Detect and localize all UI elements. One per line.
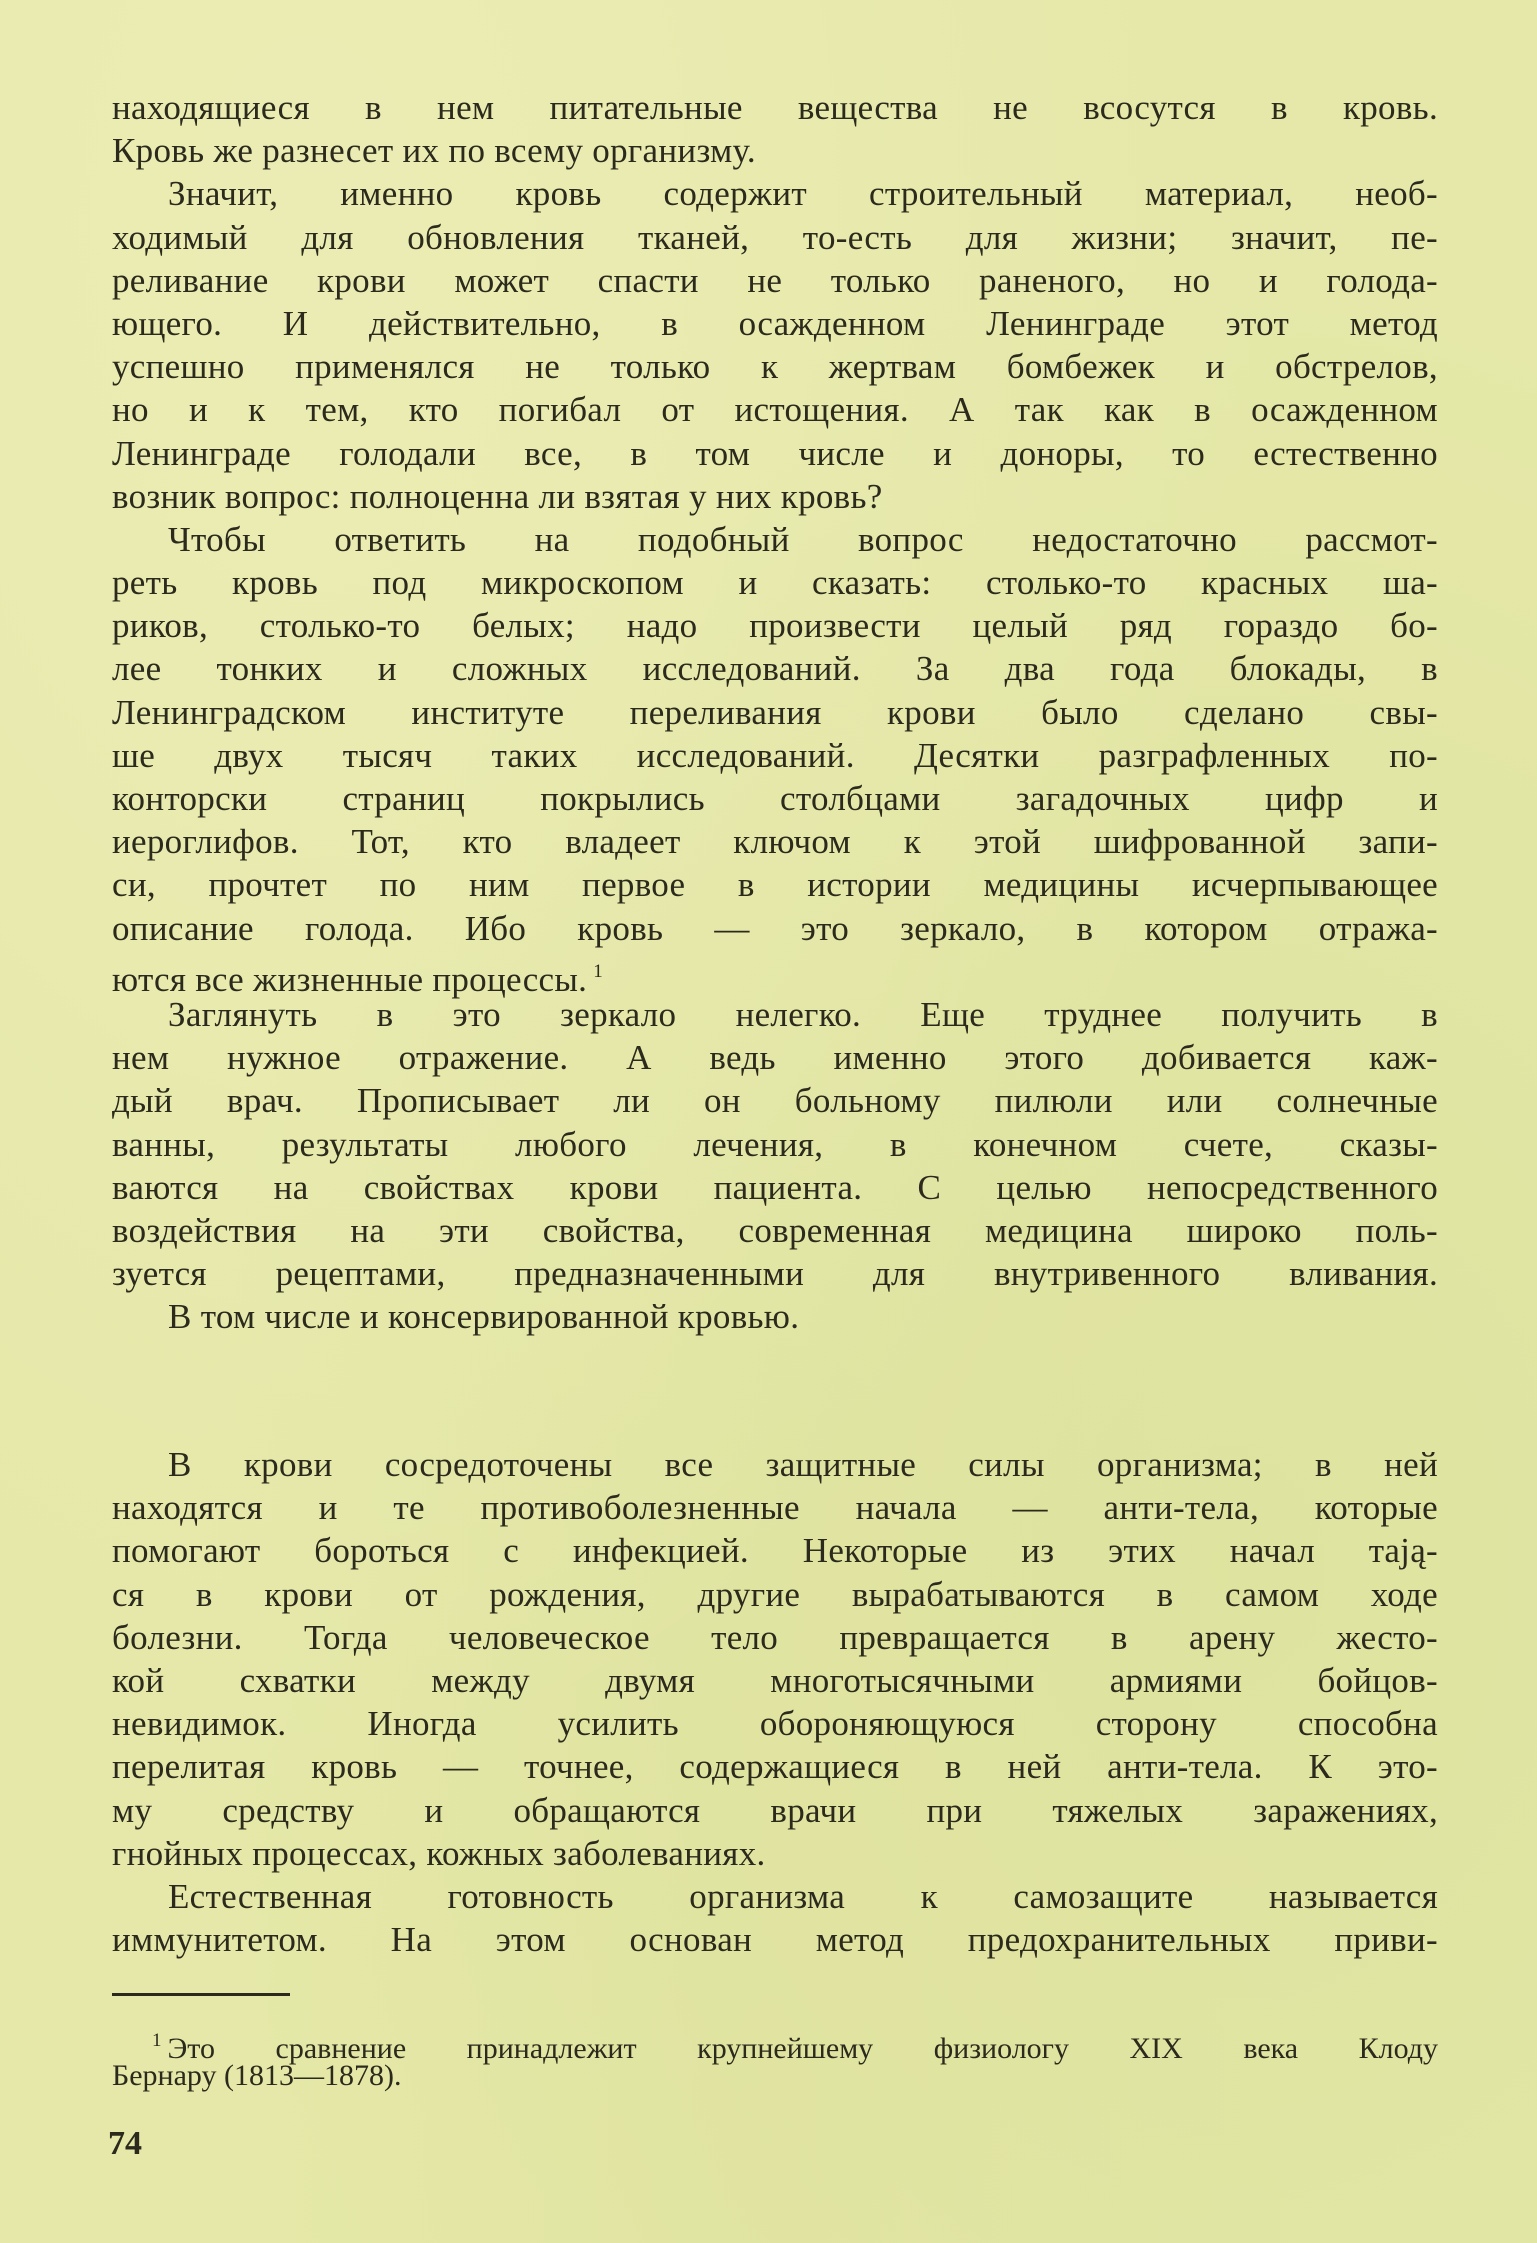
text-line [112,172,1438,215]
text-line-content: си, прочтет по ним первое в истории медицины исчерпывающее [112,865,1438,905]
text-line-content: Ленинграде голодали все, в том числе и доноры, то естественно [112,433,1438,473]
text-line [112,863,1438,906]
text-line-content: Ленинградском институте переливания крови было сделано свы- [112,692,1438,732]
text-line [112,1252,1438,1295]
text-line-content: находятся и те противоболезненные начала — анти-тела, которые [112,1488,1438,1528]
footnote-mark: 1 [152,2030,162,2051]
text-line-content: но и к тем, кто погибал от истощения. А так как в осажденном [112,390,1438,430]
text-line-content: перелитая кровь — точнее, содержащиеся в ней анти-тела. К это- [112,1747,1438,1787]
text-line [112,993,1438,1036]
text-line [112,129,1438,172]
text-line-content: В крови сосредоточены все защитные силы организма; в ней [168,1445,1438,1484]
text-line [112,691,1438,734]
text-line [112,1789,1438,1832]
text-line [112,388,1438,431]
text-line-content: ходимый для обновления тканей, то-есть для жизни; значит, пе- [112,217,1438,257]
text-line-content: описание голода. Ибо кровь — это зеркало, в котором отража- [112,908,1438,948]
text-line [112,777,1438,820]
text-line-content: Кровь же разнесет их по всему организму. [112,131,756,171]
text-line-content: ваются на свойствах крови пациента. С целью непосредственного [112,1167,1438,1207]
text-line [112,302,1438,345]
text-line [112,1573,1438,1616]
text-line-content: кой схватки между двумя многотысячными армиями бойцов- [112,1660,1438,1700]
footnote-text: Бернару (1813—1878). [112,2059,402,2092]
text-line-content: невидимок. Иногда усилить обороняющуюся сторону способна [112,1704,1438,1744]
text-line [112,1875,1438,1918]
text-line [112,1832,1438,1875]
text-line-content: дый врач. Прописывает ли он больному пилюли или солнечные [112,1081,1438,1121]
text-line [112,907,1438,950]
text-line [112,734,1438,777]
text-line [112,1745,1438,1788]
text-line [112,950,1438,999]
footnotes [112,2023,1438,2093]
text-line [112,1616,1438,1659]
text-line [112,1079,1438,1122]
text-line [112,1702,1438,1745]
text-line-content: успешно применялся не только к жертвам бомбежек и обстрелов, [112,347,1438,387]
text-line-content: В том числе и консервированной кровью. [168,1297,800,1337]
text-line [112,259,1438,302]
text-line [112,216,1438,259]
text-line-content: ше двух тысяч таких исследований. Десятки разграфленных по- [112,735,1438,775]
text-line-content: ся в крови от рождения, другие вырабатываются в самом ходе [112,1574,1438,1614]
text-line [112,1443,1438,1486]
text-line-content: ются все жизненные процессы. [112,959,588,999]
text-line [112,1295,1438,1338]
footnote-line [112,2023,1438,2065]
text-line-content: возник вопрос: полноценна ли взятая у них кровь? [112,476,883,516]
text-line [112,86,1438,129]
text-line [112,604,1438,647]
text-line-content: Заглянуть в это зеркало нелегко. Еще труднее получить в [168,994,1438,1034]
page-number: 74 [108,2125,142,2162]
text-line-content: ющего. И действительно, в осажденном Ленинграде этот метод [112,303,1438,343]
text-line [112,1529,1438,1572]
footnote-separator [112,1993,290,1996]
text-line-content: конторски страниц покрылись столбцами загадочных цифр и [112,779,1438,818]
text-line [112,1918,1438,1961]
text-line [112,820,1438,863]
text-line-content: помогают бороться с инфекцией. Некоторые из этих начал тają- [112,1531,1438,1571]
text-line [112,345,1438,388]
text-line-content: риков, столько-то белых; надо произвести целый ряд гораздо бо- [112,606,1438,646]
text-line-content: находящиеся в нем питательные вещества не всосутся в кровь. [112,88,1438,127]
text-line-content: воздействия на эти свойства, современная медицина широко поль- [112,1210,1438,1250]
text-line-content: ванны, результаты любого лечения, в конечном счете, сказы- [112,1124,1438,1164]
text-line [112,1123,1438,1166]
text-line-content: нем нужное отражение. А ведь именно этого добивается каж- [112,1038,1438,1078]
text-line [112,1659,1438,1702]
text-line [112,518,1438,561]
text-line-content: иероглифов. Тот, кто владеет ключом к этой шифрованной запи- [112,822,1438,862]
body-text-section-2 [112,1443,1438,1961]
text-line [112,1166,1438,1209]
text-line-content: иммунитетом. На этом основан метод предохранительных приви- [112,1920,1438,1960]
text-line [112,475,1438,518]
text-line-content: реливание крови может спасти не только раненого, но и голода- [112,260,1438,300]
text-line [112,1486,1438,1529]
text-line-content: Чтобы ответить на подобный вопрос недостаточно рассмот- [168,519,1438,559]
text-line-content: реть кровь под микроскопом и сказать: столько-то красных ша- [112,563,1438,603]
text-line-content: Значит, именно кровь содержит строительный материал, необ- [168,174,1438,214]
text-line-content: му средству и обращаются врачи при тяжелых заражениях, [112,1790,1438,1830]
text-line-content: зуется рецептами, предназначенными для внутривенного вливания. [112,1254,1438,1294]
text-line-content: болезни. Тогда человеческое тело превращается в арену жесто- [112,1617,1438,1657]
text-line [112,432,1438,475]
text-line-content: лее тонких и сложных исследований. За два года блокады, в [112,649,1438,689]
text-line [112,1036,1438,1079]
footnote-reference[interactable]: 1 [593,960,604,982]
body-text-section-1 [112,86,1438,1338]
text-line [112,647,1438,690]
text-line [112,561,1438,604]
footnote-text: Это сравнение принадлежит крупнейшему физиологу XIX века Клоду [167,2032,1438,2065]
text-line-content: Естественная готовность организма к самозащите называется [168,1876,1438,1916]
text-line [112,1209,1438,1252]
text-line-content: гнойных процессах, кожных заболеваниях. [112,1833,766,1873]
